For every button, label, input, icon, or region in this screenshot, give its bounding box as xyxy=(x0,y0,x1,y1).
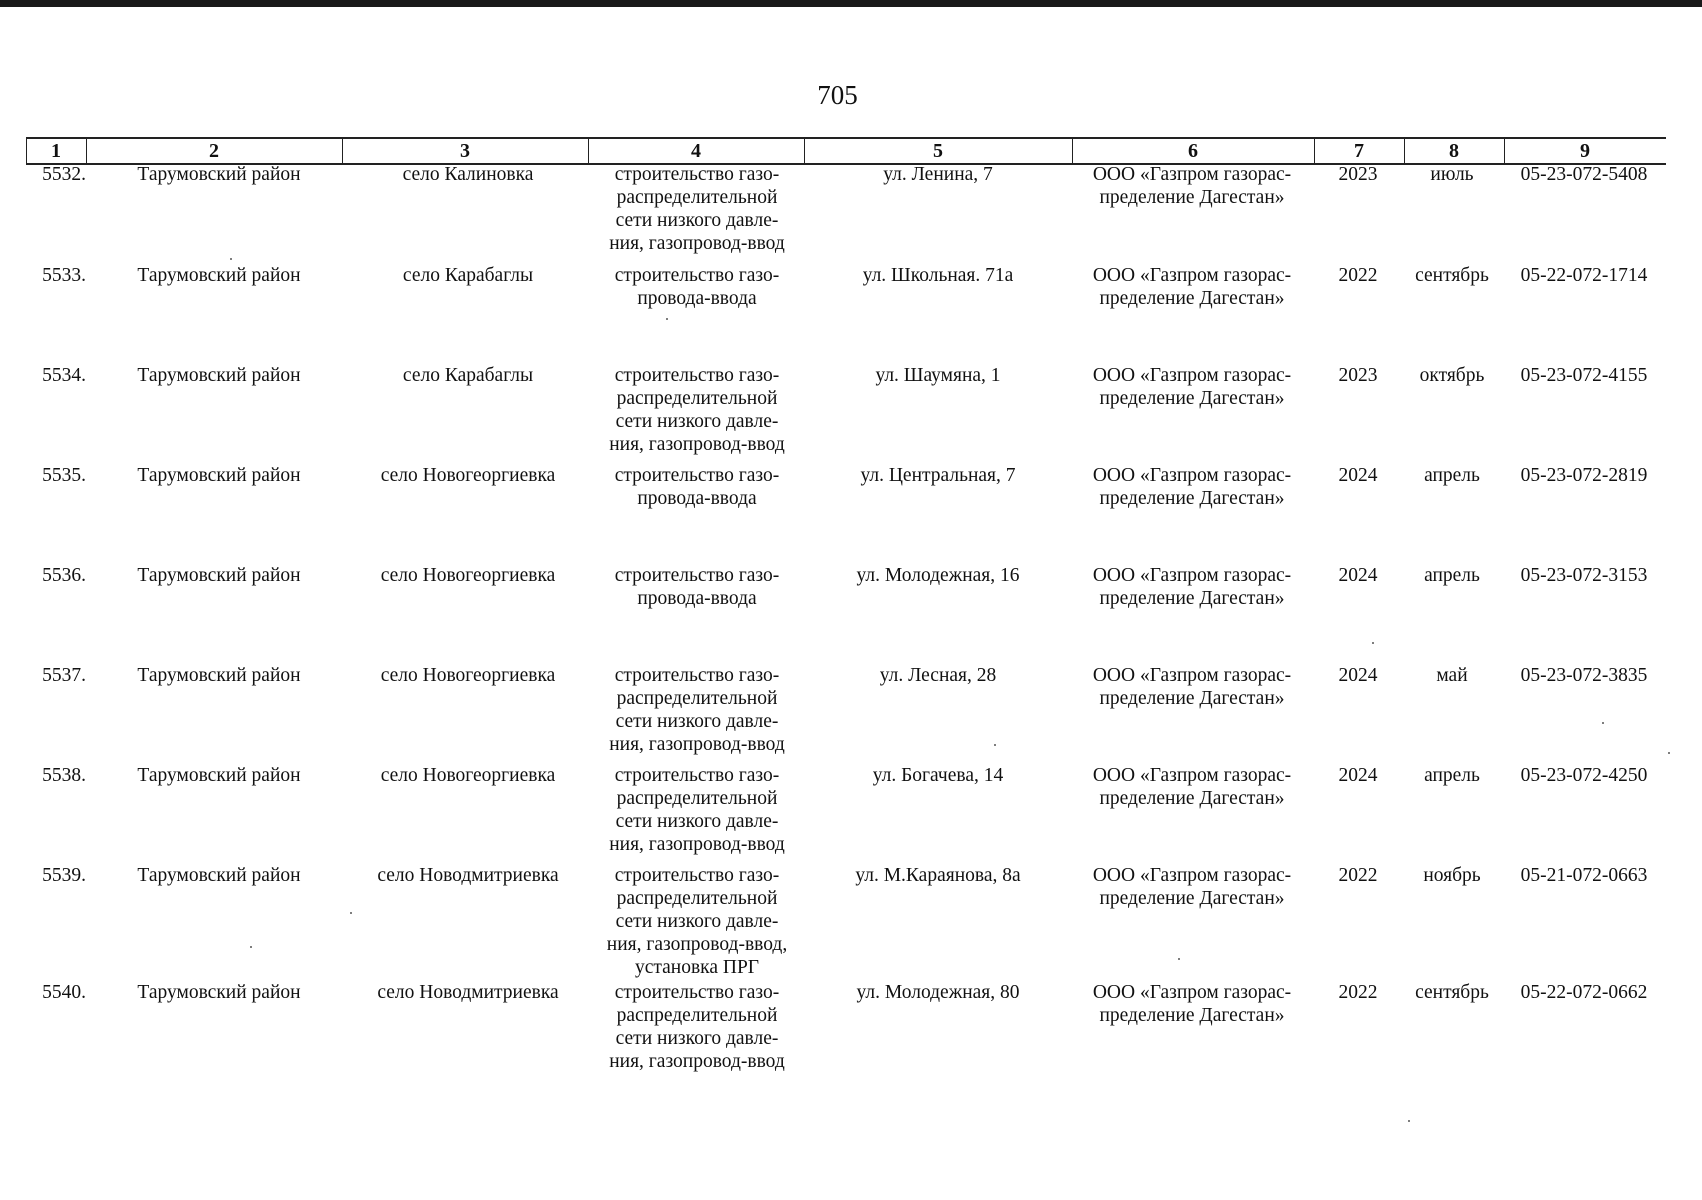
organization-cell xyxy=(1072,981,1312,1027)
year-cell: 2024 xyxy=(1338,465,1378,486)
org-line: ООО «Газпром газорас- xyxy=(1092,164,1292,185)
organization-cell xyxy=(1072,364,1312,410)
work-line: строительство газо- xyxy=(614,865,780,886)
work-line: строительство газо- xyxy=(614,164,780,185)
address-cell: ул. Шаумяна, 1 xyxy=(875,365,1001,386)
organization-cell xyxy=(1072,464,1312,510)
org-line: пределение Дагестан» xyxy=(1099,788,1285,809)
org-line: пределение Дагестан» xyxy=(1099,888,1285,909)
year-cell: 2024 xyxy=(1338,665,1378,686)
work-line: ния, газопровод-ввод xyxy=(609,1051,785,1072)
work-line: ния, газопровод-ввод xyxy=(609,233,785,254)
district-cell: Тарумовский район xyxy=(137,164,301,185)
org-line: пределение Дагестан» xyxy=(1099,688,1285,709)
address-cell: ул. Центральная, 7 xyxy=(860,465,1016,486)
org-line: ООО «Газпром газорас- xyxy=(1092,265,1292,286)
work-description-cell xyxy=(592,564,802,610)
month-cell: апрель xyxy=(1424,765,1480,786)
work-line: сети низкого давле- xyxy=(615,911,779,932)
organization-cell xyxy=(1072,864,1312,910)
settlement-cell: село Карабаглы xyxy=(402,365,534,386)
organization-cell xyxy=(1072,163,1312,209)
column-header: 4 xyxy=(691,140,701,162)
org-line: пределение Дагестан» xyxy=(1099,588,1285,609)
month-cell: июль xyxy=(1430,164,1474,185)
work-line: строительство газо- xyxy=(614,765,780,786)
scan-speck xyxy=(1602,722,1604,724)
org-line: пределение Дагестан» xyxy=(1099,488,1285,509)
work-description-cell xyxy=(592,864,802,979)
work-line: провода-ввода xyxy=(637,288,757,309)
address-cell: ул. Ленина, 7 xyxy=(883,164,993,185)
column-header: 9 xyxy=(1580,140,1590,162)
work-line: распределительной xyxy=(616,888,778,909)
row-number: 5533. xyxy=(42,265,86,286)
column-header: 1 xyxy=(51,140,61,162)
scan-speck xyxy=(666,318,668,320)
settlement-cell: село Карабаглы xyxy=(402,265,534,286)
settlement-cell: село Новогеоргиевка xyxy=(380,765,556,786)
year-cell: 2024 xyxy=(1338,765,1378,786)
work-line: строительство газо- xyxy=(614,265,780,286)
year-cell: 2023 xyxy=(1338,164,1378,185)
settlement-cell: село Новогеоргиевка xyxy=(380,665,556,686)
work-line: распределительной xyxy=(616,688,778,709)
district-cell: Тарумовский район xyxy=(137,565,301,586)
year-cell: 2023 xyxy=(1338,365,1378,386)
org-line: ООО «Газпром газорас- xyxy=(1092,982,1292,1003)
work-description-cell xyxy=(592,664,802,756)
district-cell: Тарумовский район xyxy=(137,465,301,486)
scan-speck xyxy=(994,744,996,746)
month-cell: май xyxy=(1436,665,1468,686)
org-line: ООО «Газпром газорас- xyxy=(1092,365,1292,386)
district-cell: Тарумовский район xyxy=(137,265,301,286)
work-line: распределительной xyxy=(616,788,778,809)
settlement-cell: село Новогеоргиевка xyxy=(380,565,556,586)
row-number: 5534. xyxy=(42,365,86,386)
address-cell: ул. Лесная, 28 xyxy=(879,665,997,686)
month-cell: октябрь xyxy=(1419,365,1485,386)
work-line: ния, газопровод-ввод xyxy=(609,834,785,855)
scan-speck xyxy=(1408,1120,1410,1122)
work-line: распределительной xyxy=(616,187,778,208)
work-line: строительство газо- xyxy=(614,665,780,686)
work-line: ния, газопровод-ввод, xyxy=(606,934,788,955)
row-number: 5535. xyxy=(42,465,86,486)
work-line: строительство газо- xyxy=(614,565,780,586)
org-line: пределение Дагестан» xyxy=(1099,1005,1285,1026)
work-line: сети низкого давле- xyxy=(615,711,779,732)
org-line: пределение Дагестан» xyxy=(1099,388,1285,409)
code-cell: 05-23-072-3835 xyxy=(1520,665,1648,686)
code-cell: 05-22-072-0662 xyxy=(1520,982,1648,1003)
work-line: установка ПРГ xyxy=(634,957,760,978)
organization-cell xyxy=(1072,764,1312,810)
work-line: ния, газопровод-ввод xyxy=(609,734,785,755)
code-cell: 05-22-072-1714 xyxy=(1520,265,1648,286)
address-cell: ул. Молодежная, 16 xyxy=(856,565,1020,586)
year-cell: 2024 xyxy=(1338,565,1378,586)
address-cell: ул. Богачева, 14 xyxy=(872,765,1004,786)
column-header: 8 xyxy=(1449,140,1459,162)
district-cell: Тарумовский район xyxy=(137,665,301,686)
code-cell: 05-23-072-5408 xyxy=(1520,164,1648,185)
address-cell: ул. М.Караянова, 8а xyxy=(855,865,1021,886)
row-number: 5538. xyxy=(42,765,86,786)
settlement-cell: село Новодмитриевка xyxy=(377,865,559,886)
work-line: ния, газопровод-ввод xyxy=(609,434,785,455)
scan-speck xyxy=(230,258,232,260)
month-cell: сентябрь xyxy=(1415,265,1489,286)
code-cell: 05-21-072-0663 xyxy=(1520,865,1648,886)
org-line: ООО «Газпром газорас- xyxy=(1092,565,1292,586)
organization-cell xyxy=(1072,564,1312,610)
month-cell: апрель xyxy=(1424,465,1480,486)
year-cell: 2022 xyxy=(1338,982,1378,1003)
settlement-cell: село Новогеоргиевка xyxy=(380,465,556,486)
organization-cell xyxy=(1072,664,1312,710)
code-cell: 05-23-072-4155 xyxy=(1520,365,1648,386)
district-cell: Тарумовский район xyxy=(137,865,301,886)
work-description-cell xyxy=(592,163,802,255)
work-description-cell xyxy=(592,264,802,310)
work-description-cell xyxy=(592,464,802,510)
settlement-cell: село Калиновка xyxy=(402,164,534,185)
address-cell: ул. Молодежная, 80 xyxy=(856,982,1020,1003)
scan-speck xyxy=(1372,642,1374,644)
address-cell: ул. Школьная. 71а xyxy=(862,265,1014,286)
work-line: провода-ввода xyxy=(637,488,757,509)
work-line: распределительной xyxy=(616,388,778,409)
row-number: 5540. xyxy=(42,982,86,1003)
scan-speck xyxy=(350,912,352,914)
work-line: сети низкого давле- xyxy=(615,411,779,432)
month-cell: сентябрь xyxy=(1415,982,1489,1003)
work-line: сети низкого давле- xyxy=(615,210,779,231)
work-line: провода-ввода xyxy=(637,588,757,609)
org-line: пределение Дагестан» xyxy=(1099,187,1285,208)
row-number: 5537. xyxy=(42,665,86,686)
work-description-cell xyxy=(592,764,802,856)
code-cell: 05-23-072-3153 xyxy=(1520,565,1648,586)
scan-speck xyxy=(250,946,252,948)
column-header: 3 xyxy=(460,140,470,162)
year-cell: 2022 xyxy=(1338,265,1378,286)
org-line: пределение Дагестан» xyxy=(1099,288,1285,309)
district-cell: Тарумовский район xyxy=(137,765,301,786)
org-line: ООО «Газпром газорас- xyxy=(1092,665,1292,686)
work-line: строительство газо- xyxy=(614,465,780,486)
work-description-cell xyxy=(592,364,802,456)
org-line: ООО «Газпром газорас- xyxy=(1092,465,1292,486)
work-description-cell xyxy=(592,981,802,1073)
organization-cell xyxy=(1072,264,1312,310)
row-number: 5532. xyxy=(42,164,86,185)
org-line: ООО «Газпром газорас- xyxy=(1092,865,1292,886)
district-cell: Тарумовский район xyxy=(137,982,301,1003)
work-line: строительство газо- xyxy=(614,982,780,1003)
column-header: 5 xyxy=(933,140,943,162)
column-header: 7 xyxy=(1354,140,1364,162)
district-cell: Тарумовский район xyxy=(137,365,301,386)
work-line: сети низкого давле- xyxy=(615,1028,779,1049)
code-cell: 05-23-072-4250 xyxy=(1520,765,1648,786)
work-line: распределительной xyxy=(616,1005,778,1026)
scan-speck xyxy=(1668,752,1670,754)
year-cell: 2022 xyxy=(1338,865,1378,886)
row-number: 5536. xyxy=(42,565,86,586)
page-number: 705 xyxy=(817,80,858,110)
scan-top-border xyxy=(0,0,1702,7)
column-header: 2 xyxy=(209,140,219,162)
code-cell: 05-23-072-2819 xyxy=(1520,465,1648,486)
month-cell: апрель xyxy=(1424,565,1480,586)
scan-speck xyxy=(1178,958,1180,960)
work-line: строительство газо- xyxy=(614,365,780,386)
month-cell: ноябрь xyxy=(1423,865,1481,886)
org-line: ООО «Газпром газорас- xyxy=(1092,765,1292,786)
work-line: сети низкого давле- xyxy=(615,811,779,832)
row-number: 5539. xyxy=(42,865,86,886)
column-header: 6 xyxy=(1188,140,1198,162)
settlement-cell: село Новодмитриевка xyxy=(377,982,559,1003)
